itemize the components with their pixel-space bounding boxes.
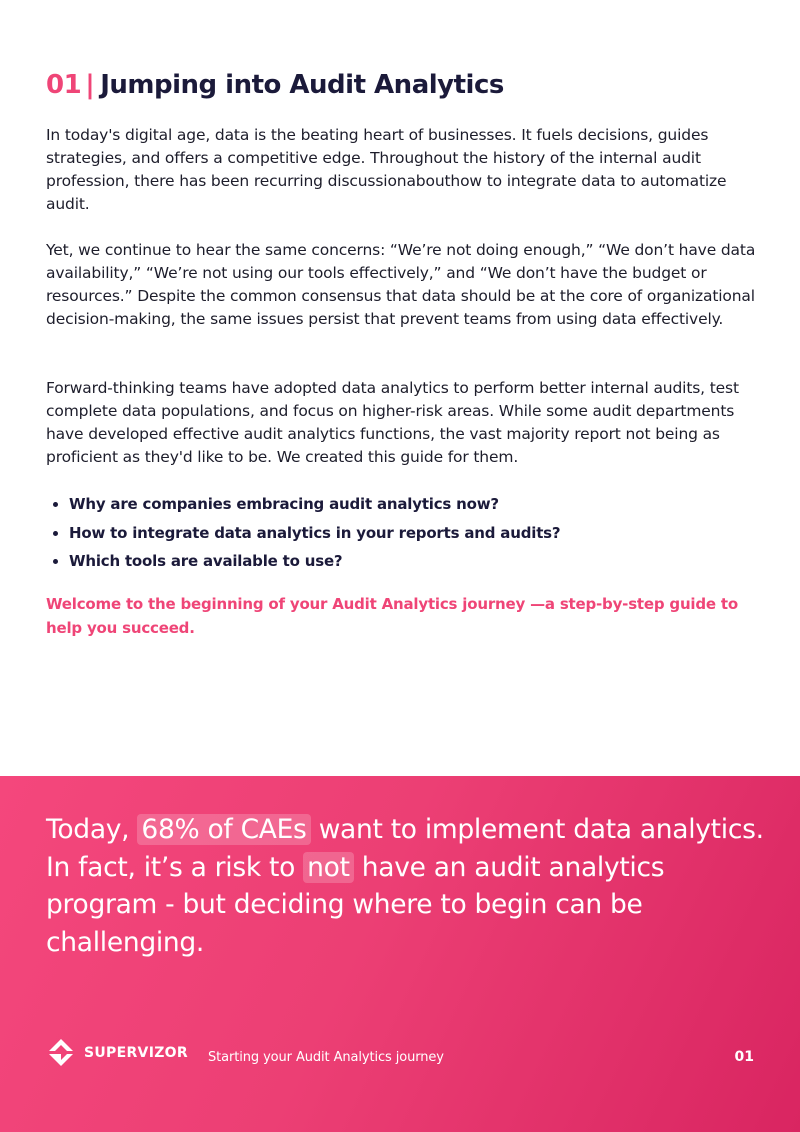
section-title-text: Jumping into Audit Analytics — [100, 70, 504, 100]
footer-subtitle: Starting your Audit Analytics journey — [208, 1050, 444, 1065]
supervizor-logo-icon — [46, 1038, 76, 1068]
quote-text — [46, 811, 766, 961]
section-separator: | — [85, 70, 95, 100]
quote-part-1: Today, — [46, 814, 130, 845]
question-item: Which tools are available to use? — [50, 547, 750, 576]
section-title — [46, 70, 504, 100]
intro-paragraph-3: Forward-thinking teams have adopted data analytics to perform better internal audits, test complete data populations, and focus on higher-risk areas. While some audit departments have developed effective audit analytics functions, the vast majority report not being as proficient as they'd like to be. We created this guide for them. — [46, 379, 739, 466]
footer-logo — [46, 1038, 188, 1068]
intro-paragraph-1: In today's digital age, data is the beating heart of businesses. It fuels decisions, guides strategies, and offers a competitive edge. Throughout the history of the internal audit profession, there has been recurring discussionabouthow to integrate data to automatize audit. — [46, 126, 727, 213]
question-item: How to integrate data analytics in your reports and audits? — [50, 519, 750, 548]
section-number: 01 — [46, 70, 82, 100]
brand-name: SUPERVIZOR — [84, 1045, 188, 1061]
page-number: 01 — [734, 1049, 754, 1065]
quote-highlight-stat: 68% of CAEs — [137, 814, 310, 845]
question-list — [50, 490, 750, 576]
question-item: Why are companies embracing audit analytics now? — [50, 490, 750, 519]
quote-banner — [0, 776, 800, 1132]
quote-part-2: want to implement data analytics. In fact, it’s a risk to — [46, 814, 764, 883]
intro-paragraph-2: Yet, we continue to hear the same concerns: “We’re not doing enough,” “We don’t have data availability,” “We’re not using our tools effectively,” and “We don’t have the budget or resources.” Despite the common consensus that data should be at the core of organizational decision-making, the same issues persist that prevent teams from using data effectively. — [46, 241, 756, 328]
quote-highlight-not: not — [303, 852, 354, 883]
quote-part-3: have an audit analytics program - but deciding where to begin can be challenging. — [46, 851, 665, 958]
welcome-callout: Welcome to the beginning of your Audit Analytics journey —a step-by-step guide to help you succeed. — [46, 595, 738, 637]
